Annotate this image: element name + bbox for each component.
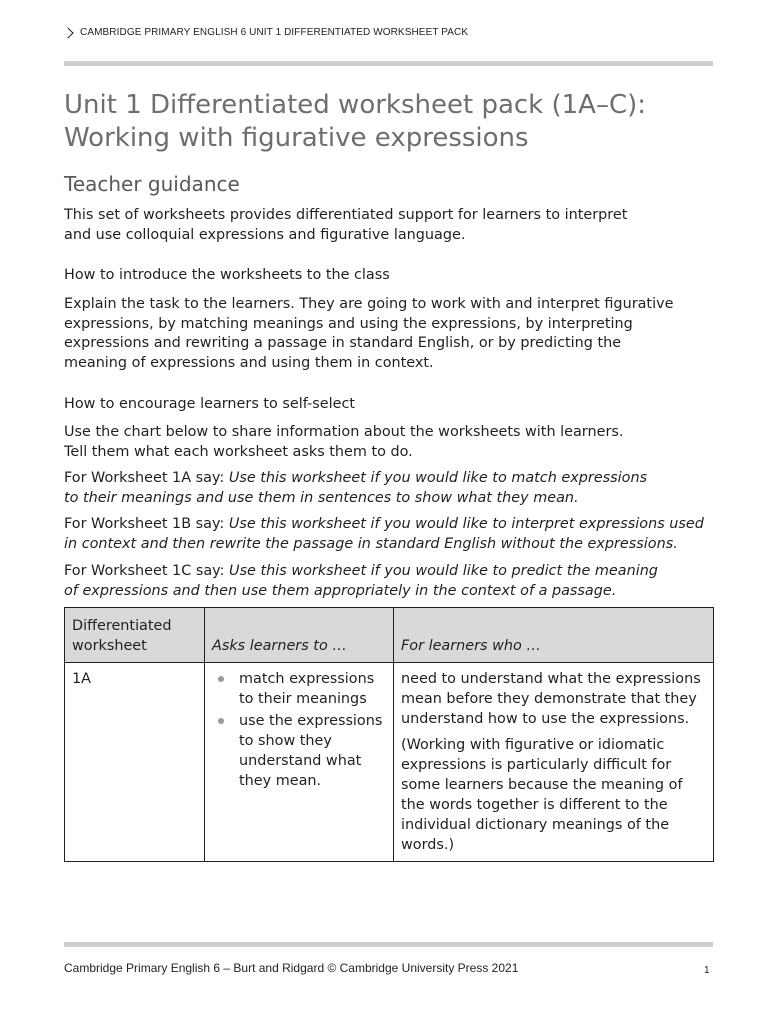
cell-paragraph — [401, 735, 706, 855]
table-header-cell: For learners who … — [394, 608, 714, 663]
bullet-list — [212, 669, 386, 791]
table-header-cell: Asks learners to … — [205, 608, 394, 663]
heading-self-select: How to encourage learners to self-select — [64, 396, 355, 412]
cell-text: individual dictionary meanings of the — [401, 817, 670, 833]
worksheet-prompt: in context and then rewrite the passage in standard English without the expressions. — [64, 535, 678, 552]
table-row — [65, 663, 714, 862]
introduce-line: meaning of expressions and using them in context. — [64, 354, 434, 371]
cell-text: some learners because the meaning of — [401, 777, 683, 793]
table-cell — [394, 663, 714, 862]
table-header-row — [65, 608, 714, 663]
introduce-line: expressions, by matching meanings and using the expressions, by interpreting — [64, 315, 633, 332]
heading-introduce: How to introduce the worksheets to the class — [64, 267, 390, 283]
intro-paragraph — [64, 206, 714, 245]
cell-paragraph — [401, 669, 706, 729]
list-item — [239, 711, 386, 791]
list-item-text: they mean. — [239, 773, 322, 789]
section-subtitle: Teacher guidance — [64, 172, 240, 196]
header-text: worksheet — [72, 638, 147, 654]
cell-text: need to understand what the expressions — [401, 671, 701, 687]
title-line-1: Unit 1 Differentiated worksheet pack (1A–C): — [64, 90, 647, 120]
intro-line-1: This set of worksheets provides differentiated support for learners to interpret — [64, 207, 628, 223]
table-cell — [205, 663, 394, 862]
cell-text: (Working with figurative or idiomatic — [401, 737, 665, 753]
intro-line-2: and use colloquial expressions and figurative language. — [64, 226, 466, 243]
cell-text: expressions is particularly difficult for — [401, 757, 672, 773]
self-select-paragraph — [64, 423, 714, 462]
table-header-cell — [65, 608, 205, 663]
worksheet-prompt: to their meanings and use them in sentences to show what they mean. — [64, 489, 579, 506]
cell-text: understand how to use the expressions. — [401, 711, 690, 727]
header-text: Differentiated — [72, 618, 172, 634]
self-select-line: Use the chart below to share information about the worksheets with learners. — [64, 424, 624, 440]
chevron-right-icon — [62, 27, 73, 38]
running-head — [64, 27, 714, 38]
page-title — [64, 89, 714, 155]
introduce-paragraph — [64, 295, 714, 373]
list-item-text: to show they — [239, 733, 332, 749]
worksheet-prompt: Use this worksheet if you would like to match expressions — [228, 470, 648, 486]
introduce-line: expressions and rewriting a passage in standard English, or by predicting the — [64, 335, 622, 351]
cell-text: the words together is different to the — [401, 797, 668, 813]
running-head-text: CAMBRIDGE PRIMARY ENGLISH 6 UNIT 1 DIFFERENTIATED WORKSHEET PACK — [80, 27, 469, 38]
worksheet-prefix: For Worksheet 1C say: — [64, 563, 230, 579]
page-number: 1 — [704, 965, 710, 976]
self-select-line: Tell them what each worksheet asks them to do. — [64, 443, 413, 460]
cell-text: mean before they demonstrate that they — [401, 691, 697, 707]
worksheet-1c-paragraph — [64, 562, 714, 601]
table-cell: 1A — [65, 663, 205, 862]
worksheet-prompt: of expressions and then use them appropriately in the context of a passage. — [64, 582, 617, 599]
title-line-2: Working with figurative expressions — [64, 123, 529, 153]
worksheet-prompt: Use this worksheet if you would like to predict the meaning — [229, 563, 658, 579]
footer-text: Cambridge Primary English 6 – Burt and Ridgard © Cambridge University Press 2021 — [64, 961, 519, 975]
worksheet-1a-paragraph — [64, 469, 714, 508]
list-item-text: use the expressions — [239, 713, 383, 729]
worksheet-prompt: Use this worksheet if you would like to interpret expressions used — [228, 516, 704, 532]
footer-rule — [64, 942, 713, 947]
worksheet-chart-table — [64, 607, 714, 862]
worksheet-prefix: For Worksheet 1B say: — [64, 516, 229, 532]
list-item-text: understand what — [239, 753, 362, 769]
list-item-text: to their meanings — [239, 691, 367, 707]
worksheet-prefix: For Worksheet 1A say: — [64, 470, 229, 486]
worksheet-1b-paragraph — [64, 515, 714, 554]
introduce-line: Explain the task to the learners. They are going to work with and interpret figurative — [64, 296, 674, 312]
list-item — [239, 669, 386, 709]
list-item-text: match expressions — [239, 671, 375, 687]
header-rule — [64, 61, 713, 66]
cell-text: words.) — [401, 837, 455, 853]
